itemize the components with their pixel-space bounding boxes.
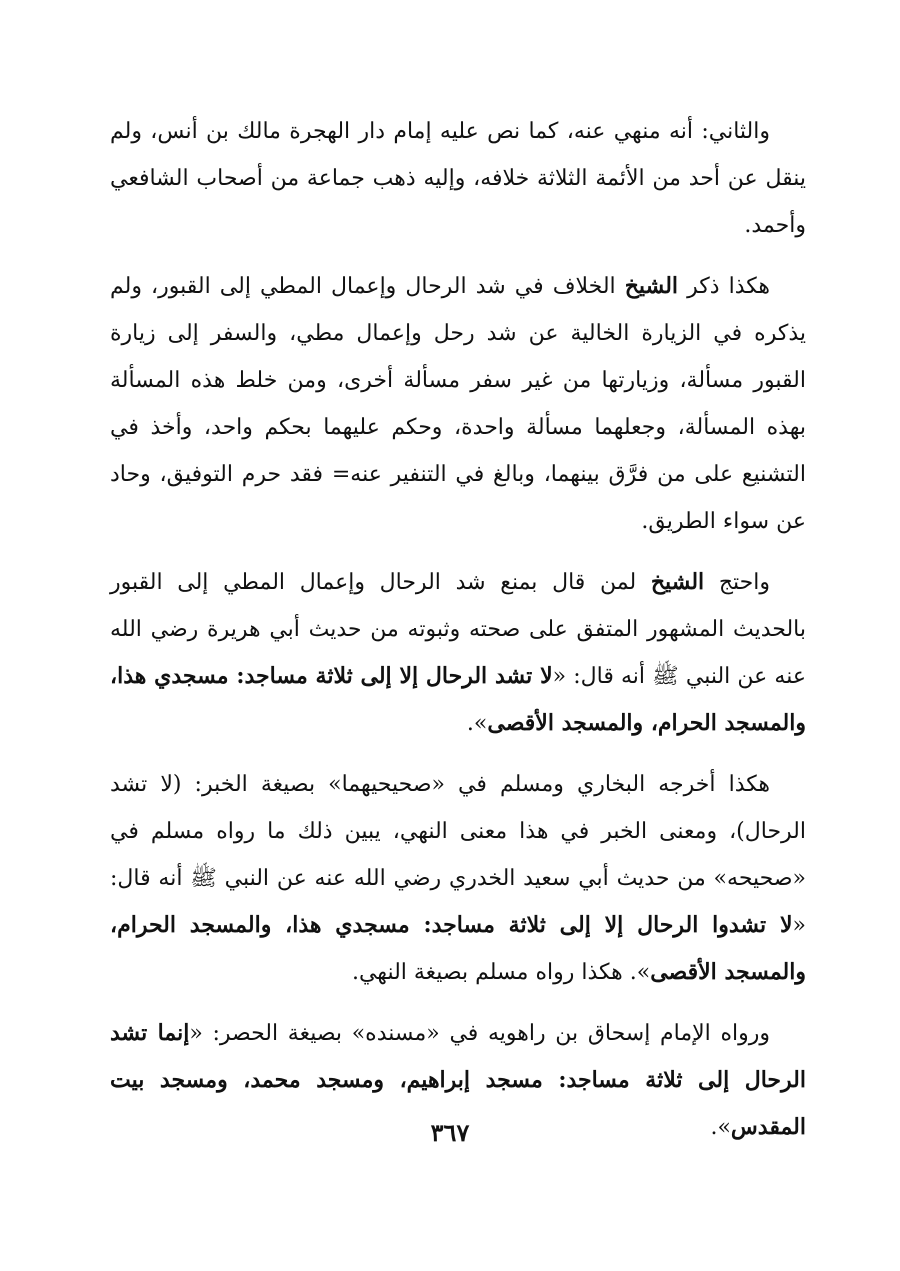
paragraph-4 [110, 761, 806, 996]
paragraph-5-hadith-quote: إنما تشد الرحال إلى ثلاثة مساجد: مسجد إبراهيم، ومسجد محمد، ومسجد بيت المقدس [110, 1020, 806, 1140]
paragraph-4-hadith-quote: لا تشدوا الرحال إلا إلى ثلاثة مساجد: مسجدي هذا، والمسجد الحرام، والمسجد الأقصى [110, 912, 806, 985]
paragraph-4-text-b: ». هكذا رواه مسلم بصيغة النهي. [351, 960, 651, 985]
paragraph-3-text-b: لمن قال بمنع شد الرحال وإعمال المطي إلى القبور بالحديث المشهور المتفق على صحته وثبوته من حديث أبي هريرة رضي الله عنه عن النبي ﷺ أنه قال: « [110, 570, 806, 689]
paragraph-3-text-a: واحتج [704, 570, 771, 595]
page-number: ٣٦٧ [430, 1118, 470, 1147]
paragraph-2-bold-sheikh: الشيخ [624, 273, 679, 299]
paragraph-1 [110, 108, 806, 249]
paragraph-3-bold-sheikh: الشيخ [650, 569, 705, 595]
paragraph-1-text: والثاني: أنه منهي عنه، كما نص عليه إمام دار الهجرة مالك بن أنس، ولم ينقل عن أحد من الأئمة الثلاثة خلافه، وإليه ذهب جماعة من أصحاب الشافعي وأحمد. [110, 119, 806, 238]
paragraph-4-text-a: هكذا أخرجه البخاري ومسلم في «صحيحيهما» بصيغة الخبر: (لا تشد الرحال)، ومعنى الخبر في هذا معنى النهي، يبين ذلك ما رواه مسلم في «صحيحه» من حديث أبي سعيد الخدري رضي الله عنه عن النبي ﷺ أنه قال: « [110, 772, 806, 938]
page-body [110, 108, 806, 1165]
paragraph-3 [110, 559, 806, 747]
paragraph-2-text-a: هكذا ذكر [678, 274, 770, 299]
paragraph-3-text-c: ». [466, 711, 488, 736]
paragraph-5-text-b: ». [710, 1115, 731, 1140]
paragraph-5-text-a: ورواه الإمام إسحاق بن راهويه في «مسنده» بصيغة الحصر: « [189, 1021, 770, 1046]
paragraph-2 [110, 263, 806, 545]
paragraph-3-hadith-quote: لا تشد الرحال إلا إلى ثلاثة مساجد: مسجدي هذا، والمسجد الحرام، والمسجد الأقصى [110, 663, 806, 736]
paragraph-2-text-b: الخلاف في شد الرحال وإعمال المطي إلى القبور، ولم يذكره في الزيارة الخالية عن شد رحل وإعمال مطي، والسفر إلى زيارة القبور مسألة، وزيارتها من غير سفر مسألة أخرى، ومن خلط هذه المسألة بهذه المسألة، وجعلهما مسألة واحدة، وحكم عليهما بحكم واحد، وأخذ في التشنيع على من فرَّق بينهما، وبالغ في التنفير عنه= فقد حرم التوفيق، وحاد عن سواء الطريق. [110, 274, 806, 534]
